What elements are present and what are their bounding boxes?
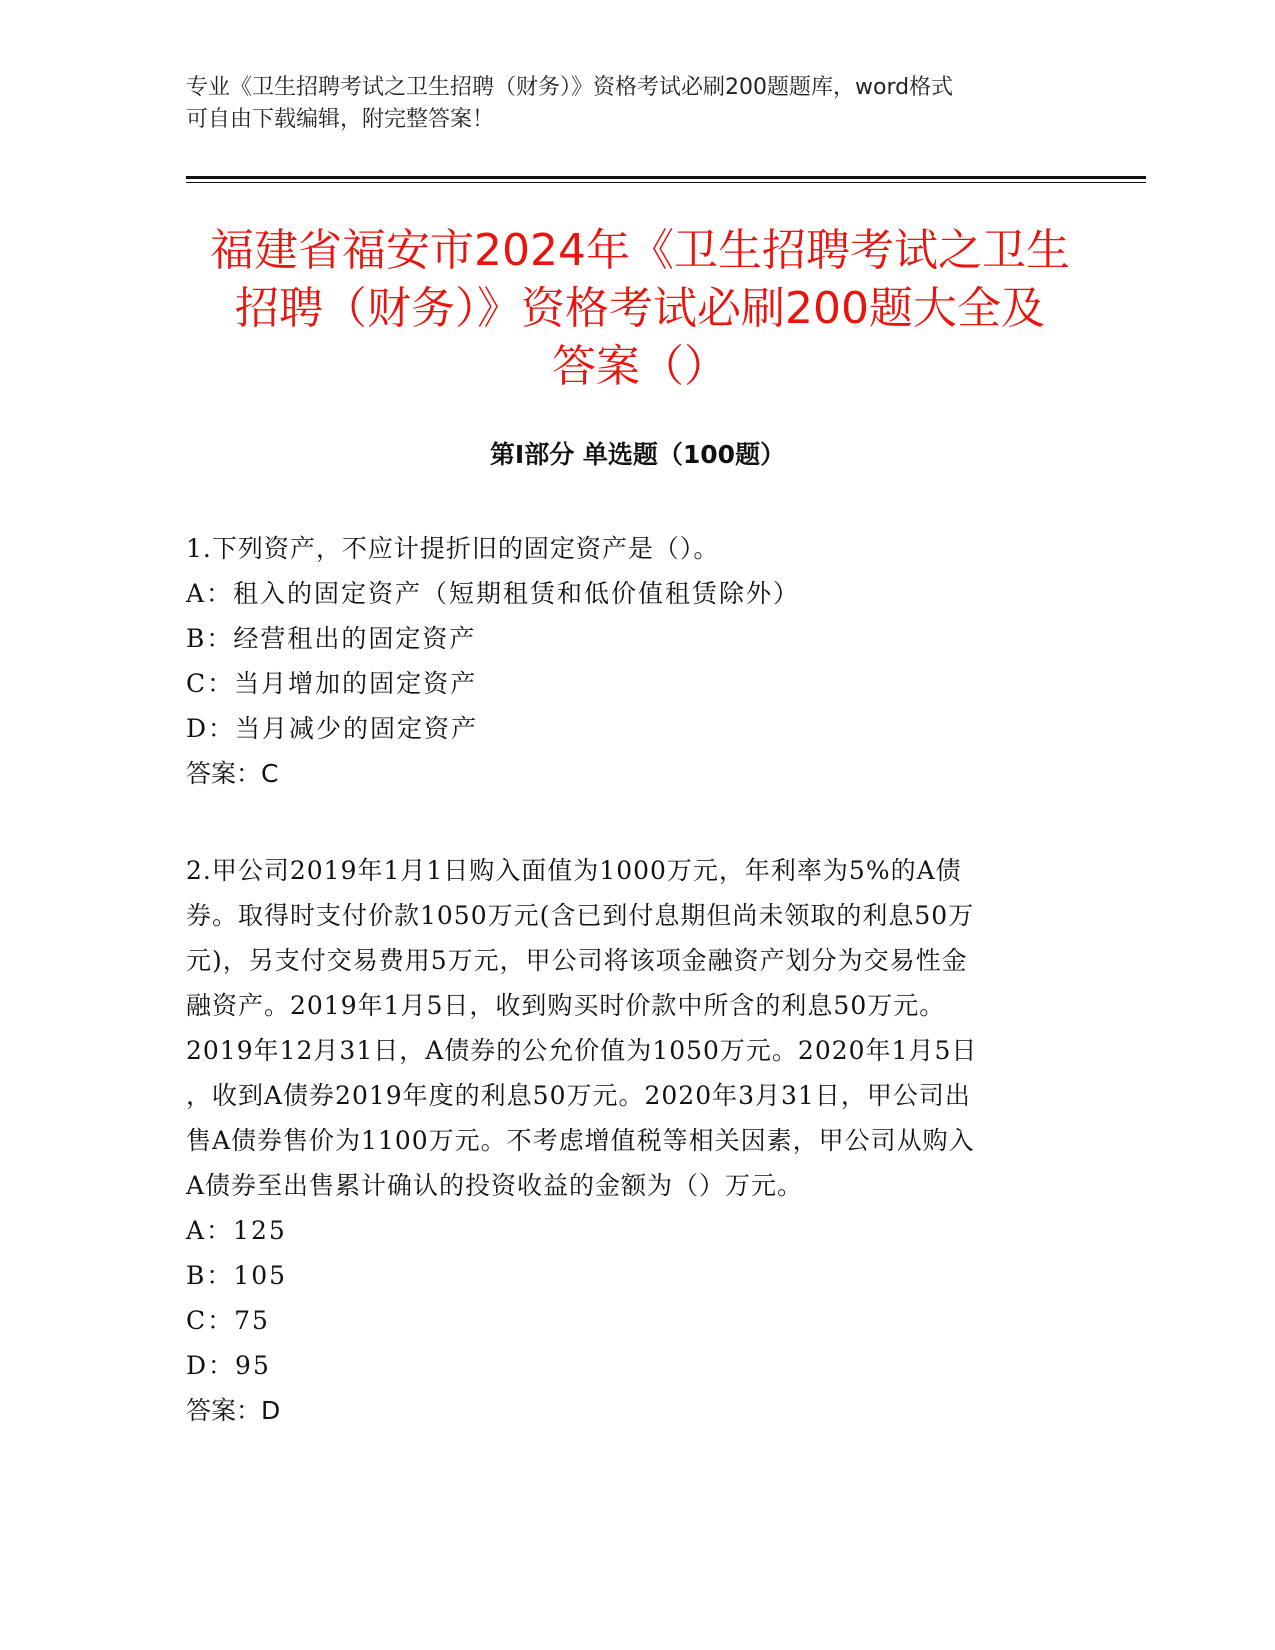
document-title-line-2: 招聘（财务）》资格考试必刷200题大全及 (235, 283, 1045, 334)
option-d: D：当月减少的固定资产 (186, 714, 479, 743)
question-stem-line: ，收到A债券2019年度的利息50万元。2020年3月31日，甲公司出 (186, 1081, 971, 1110)
option-a: A：125 (186, 1216, 287, 1245)
question-stem-line: A债券至出售累计确认的投资收益的金额为（）万元。 (186, 1171, 804, 1200)
answer: 答案：C (186, 759, 279, 788)
option-b: B：105 (186, 1261, 288, 1290)
option-c: C：75 (186, 1306, 270, 1335)
question-1 (186, 526, 1066, 796)
question-stem-line: 融资产。2019年1月5日，收到购买时价款中所含的利息50万元。 (186, 991, 946, 1020)
answer: 答案：D (186, 1396, 281, 1425)
question-stem-line: 元)，另支付交易费用5万元，甲公司将该项金融资产划分为交易性金 (186, 946, 968, 975)
option-d: D：95 (186, 1351, 271, 1380)
document-title-line-3: 答案（） (552, 341, 728, 392)
header-rule-thin (186, 182, 1146, 183)
header-rule-thick (186, 176, 1146, 179)
option-b: B：经营租出的固定资产 (186, 624, 477, 653)
document-title-line-1: 福建省福安市2024年《卫生招聘考试之卫生 (210, 225, 1070, 276)
header-note-line-2: 可自由下载编辑，附完整答案！ (186, 107, 495, 132)
question-stem-line: 2019年12月31日，A债券的公允价值为1050万元。2020年1月5日 (186, 1036, 978, 1065)
question-stem-line: 2.甲公司2019年1月1日购入面值为1000万元，年利率为5%的A债 (186, 856, 962, 885)
option-a: A：租入的固定资产（短期租赁和低价值租赁除外） (186, 579, 801, 608)
header-note (186, 72, 1066, 136)
header-note-line-1: 专业《卫生招聘考试之卫生招聘（财务）》资格考试必刷200题题库，word格式 (186, 75, 954, 100)
question-stem-line: 1.下列资产，不应计提折旧的固定资产是（）。 (186, 534, 720, 563)
section-title: 第Ⅰ部分 单选题（100题） (489, 440, 786, 469)
document-title (150, 222, 1130, 396)
option-c: C：当月增加的固定资产 (186, 669, 478, 698)
question-list (186, 526, 1066, 1433)
question-stem-line: 售A债券售价为1100万元。不考虑增值税等相关因素，甲公司从购入 (186, 1126, 975, 1155)
question-stem-line: 券。取得时支付价款1050万元(含已到付息期但尚未领取的利息50万 (186, 901, 975, 930)
question-2 (186, 848, 1066, 1433)
